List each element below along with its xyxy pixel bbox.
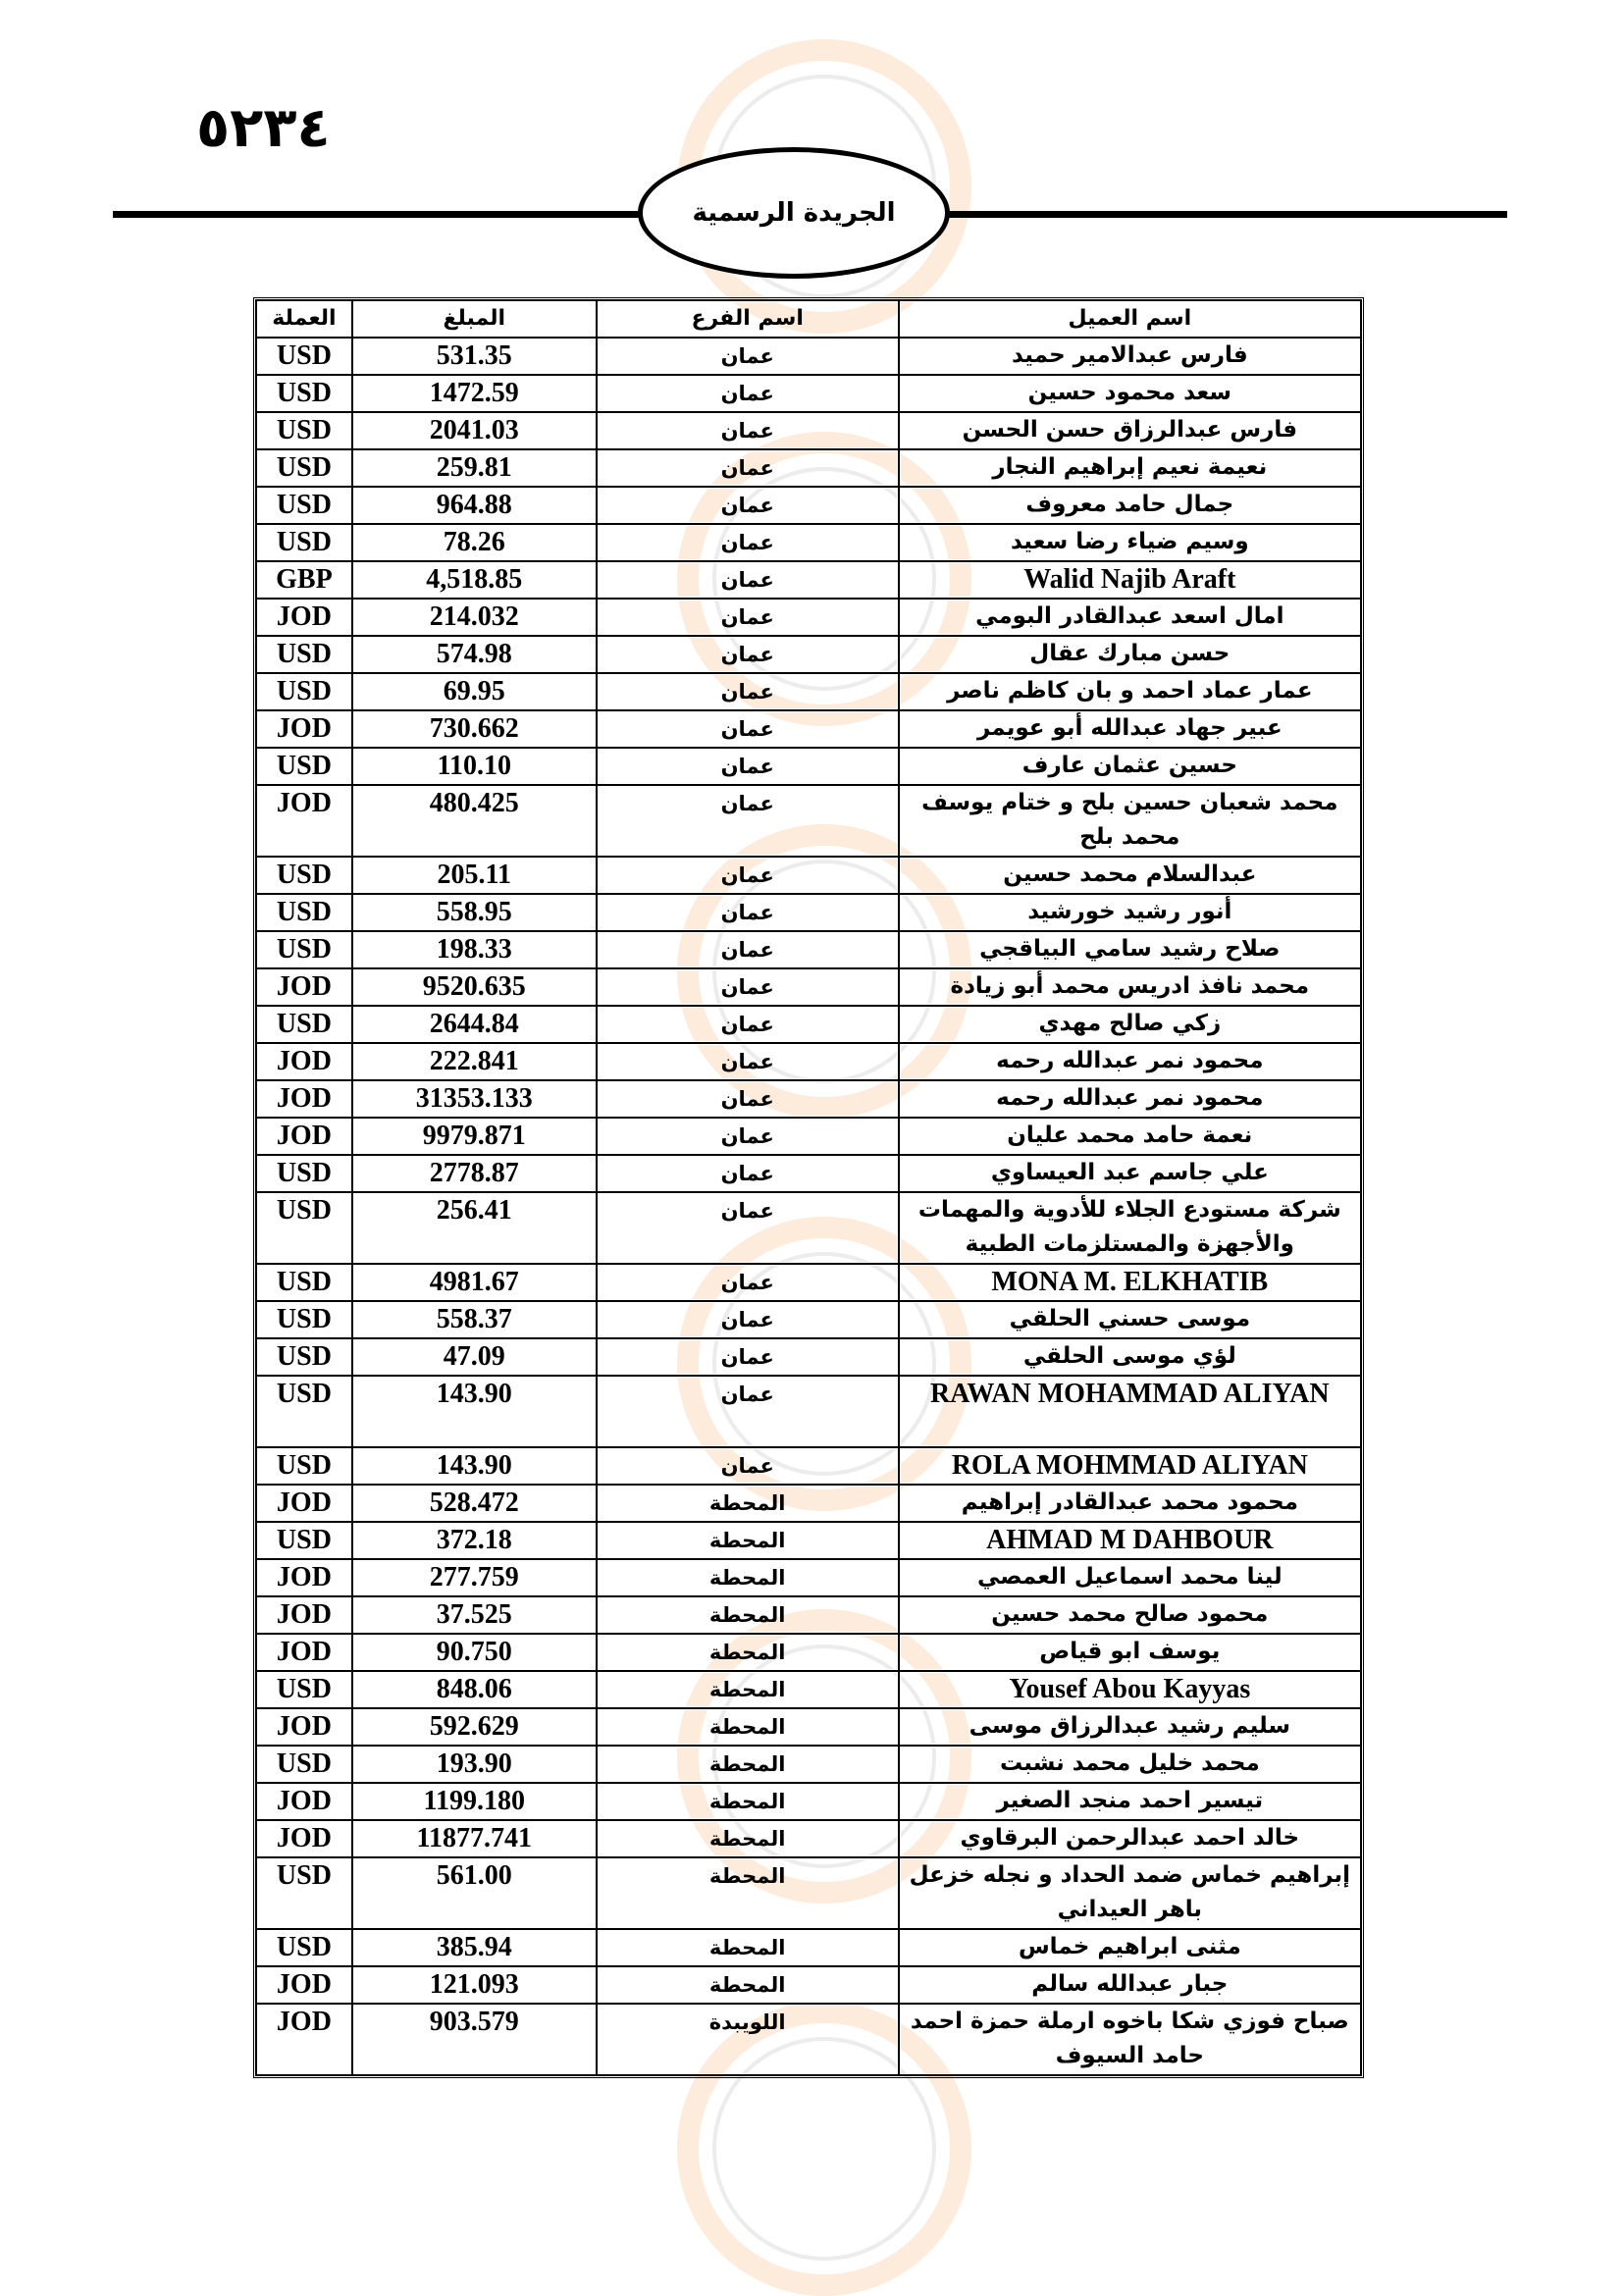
branch-cell: عمان	[597, 894, 899, 931]
table-row	[256, 1338, 1361, 1376]
branch-cell: عمان	[597, 710, 899, 748]
amount-cell: 9979.871	[352, 1118, 597, 1155]
currency-cell: USD	[256, 1522, 352, 1559]
client-name-cell: فارس عبدالامير حميد	[899, 338, 1361, 375]
client-name-cell: إبراهيم خماس ضمد الحداد و نجله خزعل باهر العيداني	[899, 1857, 1361, 1929]
amount-cell: 78.26	[352, 524, 597, 561]
amount-cell: 1472.59	[352, 375, 597, 412]
amount-cell: 143.90	[352, 1447, 597, 1485]
currency-cell: JOD	[256, 1820, 352, 1857]
currency-cell: USD	[256, 673, 352, 710]
table-row	[256, 1301, 1361, 1338]
branch-cell: المحطة	[597, 1783, 899, 1820]
table-row	[256, 599, 1361, 636]
branch-cell: عمان	[597, 375, 899, 412]
branch-cell: المحطة	[597, 1746, 899, 1783]
client-name-cell: امال اسعد عبدالقادر البومي	[899, 599, 1361, 636]
table-row	[256, 894, 1361, 931]
currency-cell: JOD	[256, 1043, 352, 1080]
client-name-cell: AHMAD M DAHBOUR	[899, 1522, 1361, 1559]
table-row	[256, 2004, 1361, 2075]
table-row	[256, 1596, 1361, 1634]
currency-cell: USD	[256, 487, 352, 524]
amount-cell: 561.00	[352, 1857, 597, 1929]
currency-cell: USD	[256, 857, 352, 894]
amount-cell: 2644.84	[352, 1006, 597, 1043]
amount-cell: 9520.635	[352, 968, 597, 1006]
page-number: ٥٢٣٤	[196, 96, 331, 160]
branch-cell: عمان	[597, 857, 899, 894]
currency-cell: USD	[256, 748, 352, 785]
client-name-cell: محمود صالح محمد حسين	[899, 1596, 1361, 1634]
branch-cell: عمان	[597, 1301, 899, 1338]
amount-cell: 37.525	[352, 1596, 597, 1634]
branch-cell: عمان	[597, 1006, 899, 1043]
branch-cell: عمان	[597, 748, 899, 785]
branch-cell: عمان	[597, 1376, 899, 1447]
table-row	[256, 636, 1361, 673]
client-name-cell: وسيم ضياء رضا سعيد	[899, 524, 1361, 561]
table-row	[256, 1783, 1361, 1820]
currency-cell: JOD	[256, 785, 352, 857]
table-row	[256, 449, 1361, 487]
currency-cell: USD	[256, 1338, 352, 1376]
currency-cell: JOD	[256, 710, 352, 748]
currency-cell: JOD	[256, 968, 352, 1006]
branch-cell: اللويبدة	[597, 2004, 899, 2075]
currency-cell: JOD	[256, 1118, 352, 1155]
client-name-cell: جبار عبدالله سالم	[899, 1966, 1361, 2004]
amount-cell: 4981.67	[352, 1264, 597, 1301]
currency-cell: USD	[256, 375, 352, 412]
table-row	[256, 375, 1361, 412]
currency-cell: USD	[256, 1671, 352, 1708]
currency-cell: JOD	[256, 1783, 352, 1820]
client-name-cell: محمود محمد عبدالقادر إبراهيم	[899, 1485, 1361, 1522]
table-row	[256, 748, 1361, 785]
table-row	[256, 338, 1361, 375]
table-row	[256, 1118, 1361, 1155]
branch-cell: عمان	[597, 449, 899, 487]
amount-cell: 558.37	[352, 1301, 597, 1338]
currency-cell: USD	[256, 1929, 352, 1966]
currency-cell: JOD	[256, 599, 352, 636]
table-row	[256, 1043, 1361, 1080]
client-name-cell: صباح فوزي شكا باخوه ارملة حمزة احمد حامد السيوف	[899, 2004, 1361, 2075]
branch-cell: عمان	[597, 931, 899, 968]
table-row	[256, 1929, 1361, 1966]
table-row	[256, 1820, 1361, 1857]
client-name-cell: لؤي موسى الحلقي	[899, 1338, 1361, 1376]
amount-cell: 222.841	[352, 1043, 597, 1080]
branch-cell: المحطة	[597, 1559, 899, 1596]
table-row	[256, 1006, 1361, 1043]
amount-cell: 848.06	[352, 1671, 597, 1708]
branch-cell: عمان	[597, 1043, 899, 1080]
branch-cell: عمان	[597, 1264, 899, 1301]
amount-cell: 531.35	[352, 338, 597, 375]
currency-cell: USD	[256, 1192, 352, 1264]
currency-cell: USD	[256, 1264, 352, 1301]
table-row	[256, 1485, 1361, 1522]
client-name-cell: صلاح رشيد سامي البياقجي	[899, 931, 1361, 968]
table-row	[256, 1447, 1361, 1485]
branch-cell: عمان	[597, 1118, 899, 1155]
client-name-cell: Walid Najib Araft	[899, 561, 1361, 599]
client-name-cell: محمد شعبان حسين بلح و ختام يوسف محمد بلح	[899, 785, 1361, 857]
branch-cell: المحطة	[597, 1820, 899, 1857]
client-name-cell: Yousef Abou Kayyas	[899, 1671, 1361, 1708]
amount-cell: 964.88	[352, 487, 597, 524]
branch-cell: المحطة	[597, 1522, 899, 1559]
gazette-title-oval	[638, 147, 950, 279]
currency-cell: USD	[256, 1447, 352, 1485]
column-header-name: اسم العميل	[899, 300, 1361, 338]
branch-cell: عمان	[597, 968, 899, 1006]
client-name-cell: زكي صالح مهدي	[899, 1006, 1361, 1043]
branch-cell: عمان	[597, 673, 899, 710]
table-row	[256, 1080, 1361, 1118]
client-name-cell: محمود نمر عبدالله رحمه	[899, 1043, 1361, 1080]
amount-cell: 4,518.85	[352, 561, 597, 599]
client-name-cell: فارس عبدالرزاق حسن الحسن	[899, 412, 1361, 449]
branch-cell: عمان	[597, 1447, 899, 1485]
amount-cell: 69.95	[352, 673, 597, 710]
amount-cell: 47.09	[352, 1338, 597, 1376]
table-row	[256, 931, 1361, 968]
currency-cell: USD	[256, 524, 352, 561]
currency-cell: JOD	[256, 1966, 352, 2004]
amount-cell: 592.629	[352, 1708, 597, 1746]
branch-cell: عمان	[597, 1338, 899, 1376]
currency-cell: JOD	[256, 1485, 352, 1522]
branch-cell: عمان	[597, 1192, 899, 1264]
client-name-cell: ROLA MOHMMAD ALIYAN	[899, 1447, 1361, 1485]
table-row	[256, 1155, 1361, 1192]
table-row	[256, 1376, 1361, 1447]
branch-cell: عمان	[597, 599, 899, 636]
table-row	[256, 1192, 1361, 1264]
amount-cell: 2778.87	[352, 1155, 597, 1192]
client-name-cell: عبير جهاد عبدالله أبو عويمر	[899, 710, 1361, 748]
currency-cell: USD	[256, 1155, 352, 1192]
currency-cell: GBP	[256, 561, 352, 599]
table-row	[256, 487, 1361, 524]
branch-cell: المحطة	[597, 1708, 899, 1746]
currency-cell: JOD	[256, 1634, 352, 1671]
branch-cell: المحطة	[597, 1596, 899, 1634]
table-row	[256, 1559, 1361, 1596]
amount-cell: 480.425	[352, 785, 597, 857]
client-name-cell: سعد محمود حسين	[899, 375, 1361, 412]
table-row	[256, 1857, 1361, 1929]
client-name-cell: حسن مبارك عقال	[899, 636, 1361, 673]
currency-cell: USD	[256, 1857, 352, 1929]
amount-cell: 2041.03	[352, 412, 597, 449]
amount-cell: 214.032	[352, 599, 597, 636]
branch-cell: المحطة	[597, 1966, 899, 2004]
table-row	[256, 1522, 1361, 1559]
branch-cell: عمان	[597, 561, 899, 599]
client-name-cell: عمار عماد احمد و بان كاظم ناصر	[899, 673, 1361, 710]
client-name-cell: أنور رشيد خورشيد	[899, 894, 1361, 931]
amount-cell: 11877.741	[352, 1820, 597, 1857]
branch-cell: المحطة	[597, 1634, 899, 1671]
branch-cell: المحطة	[597, 1485, 899, 1522]
column-header-branch: اسم الفرع	[597, 300, 899, 338]
currency-cell: USD	[256, 894, 352, 931]
client-name-cell: يوسف ابو قياص	[899, 1634, 1361, 1671]
client-name-cell: نعمة حامد محمد عليان	[899, 1118, 1361, 1155]
currency-cell: USD	[256, 636, 352, 673]
table-row	[256, 412, 1361, 449]
client-name-cell: محمود نمر عبدالله رحمه	[899, 1080, 1361, 1118]
currency-cell: USD	[256, 1301, 352, 1338]
accounts-table	[253, 297, 1364, 2078]
currency-cell: JOD	[256, 1559, 352, 1596]
table-row	[256, 785, 1361, 857]
table-row	[256, 857, 1361, 894]
branch-cell: عمان	[597, 524, 899, 561]
table-header-row	[256, 300, 1361, 338]
amount-cell: 193.90	[352, 1746, 597, 1783]
client-name-cell: مثنى ابراهيم خماس	[899, 1929, 1361, 1966]
amount-cell: 198.33	[352, 931, 597, 968]
amount-cell: 730.662	[352, 710, 597, 748]
currency-cell: JOD	[256, 1596, 352, 1634]
client-name-cell: حسين عثمان عارف	[899, 748, 1361, 785]
client-name-cell: نعيمة نعيم إبراهيم النجار	[899, 449, 1361, 487]
table-row	[256, 710, 1361, 748]
currency-cell: USD	[256, 931, 352, 968]
client-name-cell: MONA M. ELKHATIB	[899, 1264, 1361, 1301]
currency-cell: JOD	[256, 2004, 352, 2075]
currency-cell: USD	[256, 1376, 352, 1447]
amount-cell: 256.41	[352, 1192, 597, 1264]
currency-cell: JOD	[256, 1708, 352, 1746]
branch-cell: عمان	[597, 785, 899, 857]
currency-cell: USD	[256, 338, 352, 375]
branch-cell: عمان	[597, 487, 899, 524]
amount-cell: 205.11	[352, 857, 597, 894]
table-row	[256, 1966, 1361, 2004]
amount-cell: 372.18	[352, 1522, 597, 1559]
table-row	[256, 968, 1361, 1006]
currency-cell: USD	[256, 412, 352, 449]
amount-cell: 90.750	[352, 1634, 597, 1671]
amount-cell: 259.81	[352, 449, 597, 487]
amount-cell: 31353.133	[352, 1080, 597, 1118]
gazette-title: الجريدة الرسمية	[692, 198, 896, 228]
amount-cell: 121.093	[352, 1966, 597, 2004]
table-row	[256, 1671, 1361, 1708]
amount-cell: 385.94	[352, 1929, 597, 1966]
amount-cell: 1199.180	[352, 1783, 597, 1820]
branch-cell: عمان	[597, 338, 899, 375]
client-name-cell: عبدالسلام محمد حسين	[899, 857, 1361, 894]
table-row	[256, 1746, 1361, 1783]
client-name-cell: محمد نافذ ادريس محمد أبو زيادة	[899, 968, 1361, 1006]
table-row	[256, 1264, 1361, 1301]
currency-cell: USD	[256, 1006, 352, 1043]
branch-cell: المحطة	[597, 1929, 899, 1966]
currency-cell: USD	[256, 449, 352, 487]
client-name-cell: شركة مستودع الجلاء للأدوية والمهمات والأجهزة والمستلزمات الطبية	[899, 1192, 1361, 1264]
table-row	[256, 1708, 1361, 1746]
column-header-amount: المبلغ	[352, 300, 597, 338]
branch-cell: عمان	[597, 1080, 899, 1118]
amount-cell: 143.90	[352, 1376, 597, 1447]
amount-cell: 574.98	[352, 636, 597, 673]
client-name-cell: تيسير احمد منجد الصغير	[899, 1783, 1361, 1820]
client-name-cell: خالد احمد عبدالرحمن البرقاوي	[899, 1820, 1361, 1857]
currency-cell: JOD	[256, 1080, 352, 1118]
amount-cell: 903.579	[352, 2004, 597, 2075]
branch-cell: المحطة	[597, 1671, 899, 1708]
client-name-cell: سليم رشيد عبدالرزاق موسى	[899, 1708, 1361, 1746]
client-name-cell: RAWAN MOHAMMAD ALIYAN	[899, 1376, 1361, 1447]
table-row	[256, 524, 1361, 561]
column-header-currency: العملة	[256, 300, 352, 338]
amount-cell: 558.95	[352, 894, 597, 931]
client-name-cell: موسى حسني الحلقي	[899, 1301, 1361, 1338]
amount-cell: 277.759	[352, 1559, 597, 1596]
table-row	[256, 1634, 1361, 1671]
branch-cell: عمان	[597, 636, 899, 673]
amount-cell: 528.472	[352, 1485, 597, 1522]
table-row	[256, 673, 1361, 710]
amount-cell: 110.10	[352, 748, 597, 785]
branch-cell: عمان	[597, 1155, 899, 1192]
client-name-cell: لينا محمد اسماعيل العمصي	[899, 1559, 1361, 1596]
client-name-cell: علي جاسم عبد العيساوي	[899, 1155, 1361, 1192]
branch-cell: عمان	[597, 412, 899, 449]
table-row	[256, 561, 1361, 599]
client-name-cell: جمال حامد معروف	[899, 487, 1361, 524]
branch-cell: المحطة	[597, 1857, 899, 1929]
currency-cell: USD	[256, 1746, 352, 1783]
client-name-cell: محمد خليل محمد نشبت	[899, 1746, 1361, 1783]
